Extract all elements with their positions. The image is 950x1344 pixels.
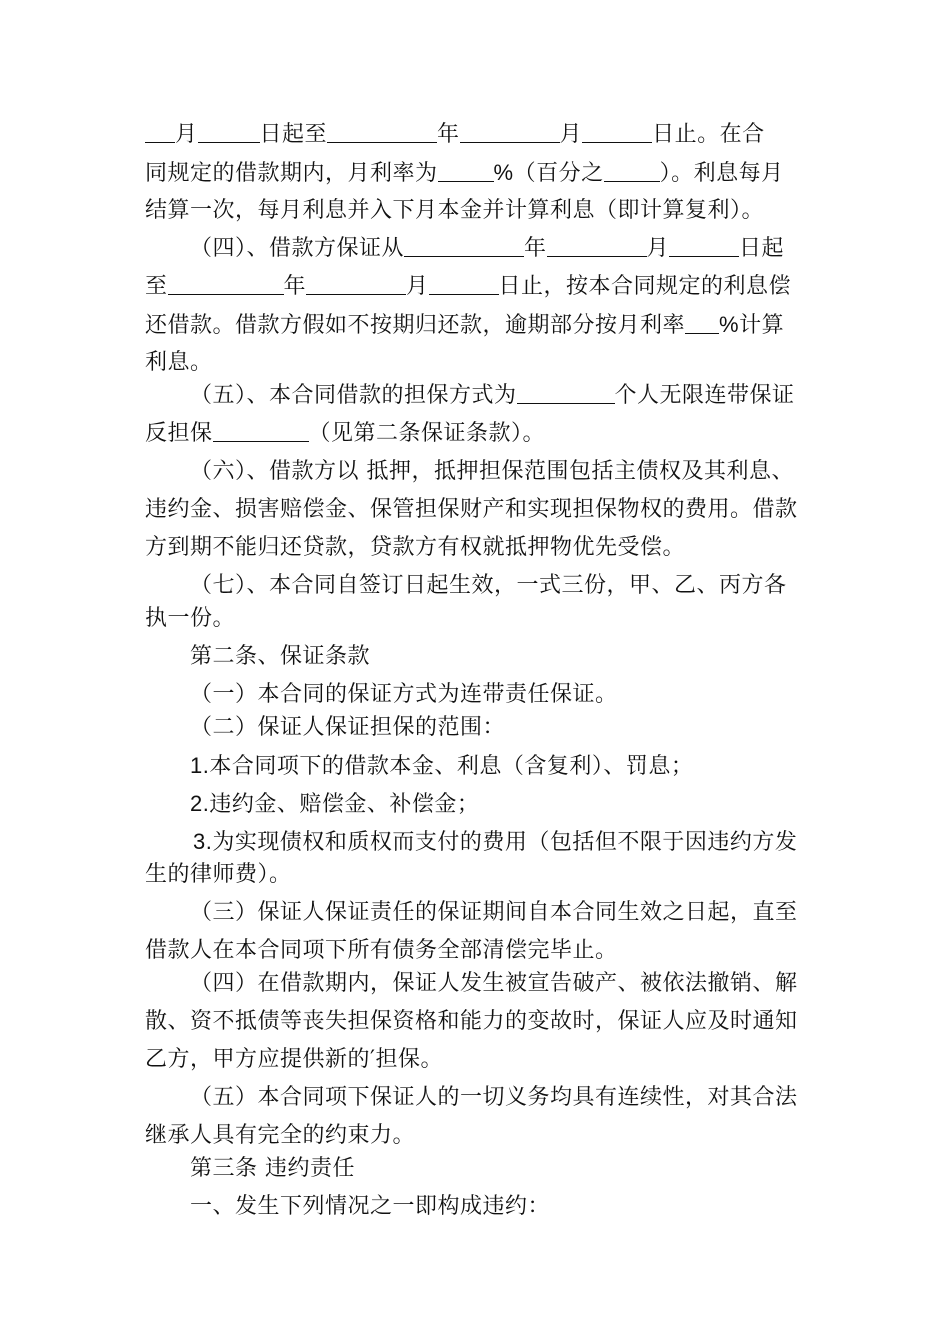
fill-blank [145,120,175,143]
fill-blank [404,234,524,257]
text-segment: %（百分之 [493,160,604,185]
text-line: 方到期不能归还贷款，贷款方有权就抵押物优先受偿。 [145,535,686,560]
text-segment: 日起 [739,236,785,261]
text-line: 乙方，甲方应提供新的′担保。 [145,1047,443,1072]
text-line: 执一份。 [145,606,236,631]
text-segment: 反担保 [145,421,213,446]
fill-blank [198,120,260,143]
text-segment: 年 [283,274,307,299]
text-line: 一、发生下列情况之一即构成违约： [190,1194,551,1219]
text-line: （六）、借款方以 抵押，抵押担保范围包括主债权及其利息、 [190,459,794,484]
text-line: （一）本合同的保证方式为连带责任保证。 [190,682,618,707]
text-line: 借款人在本合同项下所有债务全部清偿完毕止。 [145,938,618,963]
list-item [193,826,810,858]
text-segment: 为实现债权和质权而支付的费用（包括但不限于因违约方发 [212,830,798,855]
text-line: （四）在借款期内，保证人发生被宣告破产、被依法撤销、解 [190,971,798,996]
text-line [190,233,810,265]
text-segment: 违约金、赔偿金、补偿金； [209,792,480,817]
fill-blank [517,381,615,404]
fill-blank [429,272,499,295]
text-line: （七）、本合同自签订日起生效，一式三份，甲、乙、丙方各 [190,573,787,598]
text-segment: 年 [524,236,547,261]
text-segment: 本合同项下的借款本金、利息（含复利）、罚息； [209,754,694,779]
text-segment: 月 [406,274,429,299]
text-line: （二）保证人保证担保的范围： [190,715,506,740]
fill-blank [669,234,739,257]
text-segment: 年 [437,122,460,147]
text-segment: 月 [175,122,198,147]
fill-blank [306,272,406,295]
text-line: 散、资不抵债等丧失担保资格和能力的变故时，保证人应及时通知 [145,1009,798,1034]
fill-blank [460,120,560,143]
text-segment: 月 [559,122,583,147]
text-segment: 至 [145,274,168,299]
section-heading: 第三条 违约责任 [190,1156,355,1181]
text-segment: 个人无限连带保证 [614,383,795,408]
section-heading: 第二条、保证条款 [190,644,371,669]
text-segment: 日止。在合 [652,122,765,147]
list-item [190,750,810,782]
list-number: 1. [190,753,210,778]
text-segment: （四）、借款方保证从 [190,236,405,261]
text-line: （五）本合同项下保证人的一切义务均具有连续性，对其合法 [190,1085,798,1110]
text-line: 结算一次，每月利息并入下月本金并计算利息（即计算复利）。 [145,198,765,223]
fill-blank [168,272,284,295]
text-line [190,380,810,412]
text-line [145,157,810,189]
fill-blank [213,419,309,442]
text-line: （三）保证人保证责任的保证期间自本合同生效之日起，直至 [190,900,798,925]
text-segment: 日起至 [259,122,328,147]
text-segment: （见第二条保证条款）。 [308,421,546,446]
text-segment: （五）、本合同借款的担保方式为 [190,383,517,408]
text-line: 利息。 [145,350,213,375]
text-line: 生的律师费）。 [145,862,292,887]
text-line [145,271,810,303]
text-line [145,309,810,341]
text-line: 违约金、损害赔偿金、保管担保财产和实现担保物权的费用。借款 [145,497,798,522]
text-segment: ）。利息每月 [659,161,784,186]
fill-blank [547,234,647,257]
fill-blank [327,120,437,143]
text-segment: 月 [646,236,670,261]
list-number: 2. [190,791,210,816]
fill-blank [604,159,660,182]
list-item [190,788,810,820]
text-segment: 同规定的借款期内，月利率为 [145,161,438,186]
list-number: 3. [193,829,213,854]
text-segment: 还借款。借款方假如不按期归还款，逾期部分按月利率 [145,313,686,338]
fill-blank [582,120,652,143]
text-line [145,119,810,151]
text-segment: 日止，按本合同规定的利息偿 [498,274,792,299]
fill-blank [685,311,719,334]
text-line: 继承人具有完全的约束力。 [145,1123,416,1148]
text-line [145,418,810,450]
text-segment: %计算 [719,312,785,337]
fill-blank [438,159,494,182]
